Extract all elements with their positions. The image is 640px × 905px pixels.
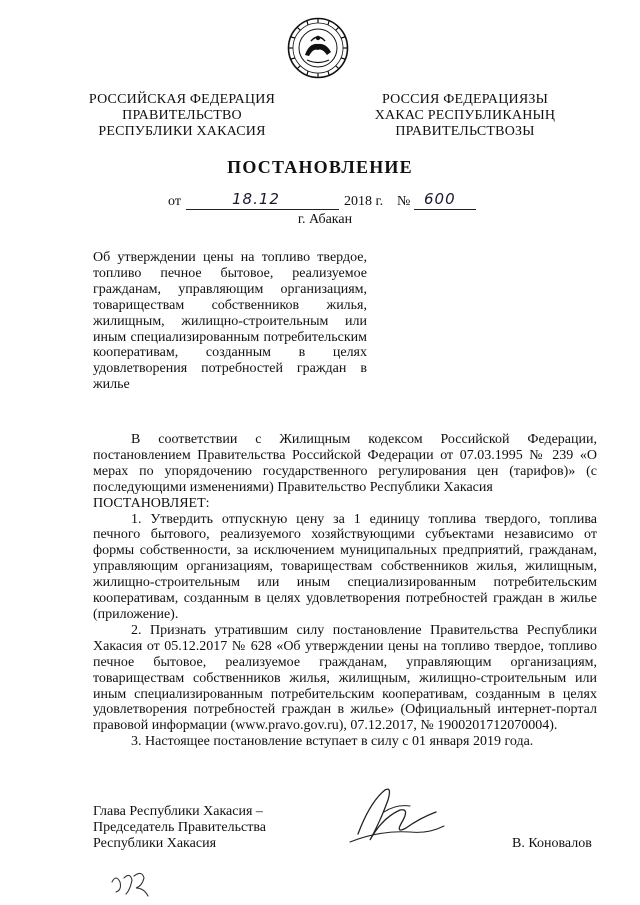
issuer-line: ПРАВИТЕЛЬСТВОЗЫ [395, 124, 535, 139]
city: г. Абакан [297, 212, 353, 227]
issuer-line: РОССИЙСКАЯ ФЕДЕРАЦИЯ [88, 92, 276, 107]
preamble-text: В соответствии с Жилищным кодексом Российской Федерации, постановлением Правительства Российской Федерации от 07.03.1995 № 239 «О мерах по упорядочению государственного регулирования цен (тарифов)» (с последующими изменениями) Правительство Республики Хакасия [93, 432, 597, 495]
handwritten-date: 18.12 [232, 190, 280, 208]
clause-2: 2. Признать утратившим силу постановление Правительства Республики Хакасия от 05.12.2017 № 628 «Об утверждении цены на топливо твердое, топливо печное бытовое, реализуемое гражданам, управляющим организациям, товариществам собственников жилья, жилищным, жилищно-строительным или иным специализированным потребительским кооперативам, созданным в целях удовлетворения потребностей граждан в жилье» (Официальный интернет-портал правовой информации (www.pravo.gov.ru), 07.12.2017, № 1900201712070004). [93, 622, 597, 734]
signatory-title [93, 804, 266, 852]
date-underline [186, 209, 339, 210]
issuer-line: ПРАВИТЕЛЬСТВО [122, 108, 242, 123]
document-type-title: ПОСТАНОВЛЕНИЕ [227, 157, 413, 177]
issuer-line: ХАКАС РЕСПУБЛИКАНЫҢ [374, 108, 556, 123]
date-number-line [0, 190, 640, 212]
document-subject: Об утверждении цены на топливо твердое, топливо печное бытовое, реализуемое гражданам, управляющим организациям, товариществам собственников жилья, жилищным, жилищно-строительным или иным специализированным потребительским кооперативам, созданным в целях удовлетворения потребностей граждан в жилье [93, 250, 367, 393]
date-year: 2018 г. [344, 194, 384, 209]
signatory-title-line: Глава Республики Хакасия – [93, 804, 263, 819]
clause-1: 1. Утвердить отпускную цену за 1 единицу топлива твердого, топлива печного бытового, реализуемого хозяйствующими субъектами независимо от формы собственности, за исключением муниципальных предприятий, гражданам, управляющим организациям, товариществам собственников жилья, жилищным, жилищно-строительным или иным специализированным потребительским кооперативам, созданным в целях удовлетворения потребностей граждан в жилье (приложение). [93, 511, 597, 622]
decree-word: ПОСТАНОВЛЯЕТ: [93, 495, 210, 511]
handwritten-margin-mark [108, 868, 153, 898]
coat-of-arms-icon [287, 17, 349, 79]
handwritten-number: 600 [424, 190, 456, 208]
number-underline [414, 209, 476, 210]
issuer-khakas [366, 92, 564, 140]
issuer-line: РЕСПУБЛИКИ ХАКАСИЯ [98, 124, 266, 139]
number-label: № [397, 194, 411, 209]
clause-3: 3. Настоящее постановление вступает в силу с 01 января 2019 года. [131, 734, 534, 750]
signatory-title-line: Председатель Правительства [93, 820, 266, 835]
date-prefix: от [168, 194, 181, 209]
signatory-title-line: Республики Хакасия [93, 836, 217, 851]
preamble-paragraph [93, 432, 597, 512]
handwritten-signature [340, 782, 450, 852]
signatory-name: В. Коновалов [512, 836, 592, 851]
document-body [93, 432, 597, 750]
issuer-line: РОССИЯ ФЕДЕРАЦИЯЗЫ [381, 92, 549, 107]
issuer-russian [82, 92, 282, 140]
